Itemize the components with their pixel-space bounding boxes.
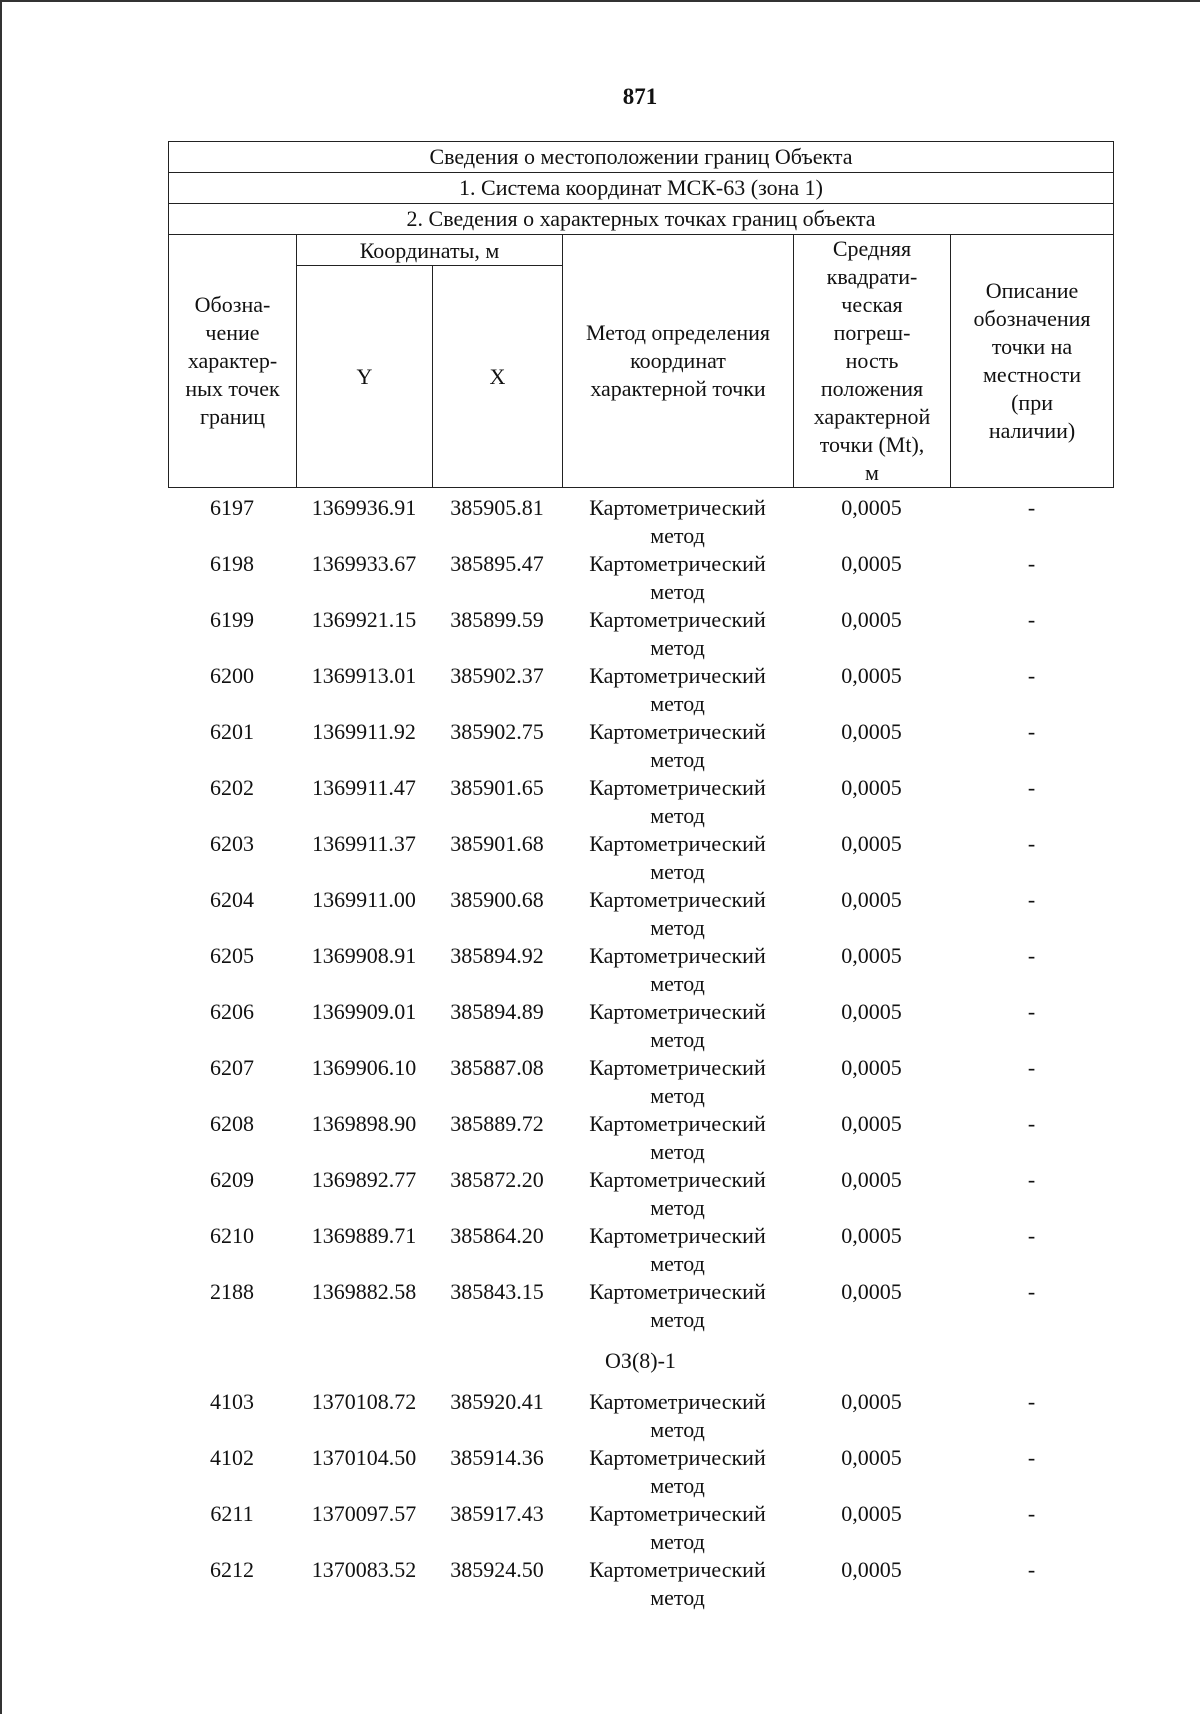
method-cell: Картометрический метод	[589, 551, 766, 604]
description-cell: -	[1027, 1389, 1036, 1414]
table-row	[168, 830, 1113, 886]
coord-x-cell: 385894.92	[450, 943, 544, 968]
point-id-cell: 6210	[210, 1223, 254, 1248]
method-cell: Картометрический метод	[589, 1557, 766, 1610]
table-row	[168, 662, 1113, 718]
method-cell: Картометрический метод	[589, 999, 766, 1052]
method-cell: Картометрический метод	[589, 1501, 766, 1554]
header-y: Y	[297, 266, 433, 488]
description-cell: -	[1027, 1223, 1036, 1248]
method-cell: Картометрический метод	[589, 495, 766, 548]
table-row	[168, 942, 1113, 998]
error-cell: 0,0005	[841, 495, 902, 520]
description-cell: -	[1027, 551, 1036, 576]
coord-y-cell: 1369911.37	[312, 831, 416, 856]
coord-x-cell: 385900.68	[450, 887, 544, 912]
coord-x-cell: 385905.81	[450, 495, 544, 520]
coordinate-system: 1. Система координат МСК-63 (зона 1)	[169, 173, 1114, 204]
table-subtitle: 2. Сведения о характерных точках границ объекта	[169, 204, 1114, 235]
point-id-cell: 6204	[210, 887, 254, 912]
method-cell: Картометрический метод	[589, 831, 766, 884]
description-cell: -	[1027, 831, 1036, 856]
coord-x-cell: 385872.20	[450, 1167, 544, 1192]
method-cell: Картометрический метод	[589, 1055, 766, 1108]
coord-y-cell: 1370097.57	[311, 1501, 417, 1526]
point-id-cell: 6201	[210, 719, 254, 744]
header-error: Средняя квадрати- ческая погреш- ность положения характерной точки (Mt), м	[794, 235, 951, 488]
point-id-cell: 6203	[210, 831, 254, 856]
error-cell: 0,0005	[841, 1279, 902, 1304]
description-cell: -	[1027, 719, 1036, 744]
error-cell: 0,0005	[841, 1167, 902, 1192]
description-cell: -	[1027, 1557, 1036, 1582]
coord-x-cell: 385887.08	[450, 1055, 544, 1080]
method-cell: Картометрический метод	[589, 719, 766, 772]
point-id-cell: 6199	[210, 607, 254, 632]
coord-y-cell: 1369909.01	[311, 999, 417, 1024]
table-row	[168, 1278, 1113, 1334]
table-row	[168, 606, 1113, 662]
method-cell: Картометрический метод	[589, 1111, 766, 1164]
coord-x-cell: 385864.20	[450, 1223, 544, 1248]
point-id-cell: 2188	[210, 1279, 254, 1304]
point-id-cell: 6198	[210, 551, 254, 576]
table-row	[168, 1444, 1113, 1500]
coord-y-cell: 1370083.52	[311, 1557, 417, 1582]
coord-x-cell: 385901.68	[450, 831, 544, 856]
point-id-cell: 6197	[210, 495, 254, 520]
coord-y-cell: 1369913.01	[311, 663, 417, 688]
coord-x-cell: 385843.15	[450, 1279, 544, 1304]
error-cell: 0,0005	[841, 607, 902, 632]
table-row	[168, 718, 1113, 774]
point-id-cell: 6200	[210, 663, 254, 688]
section-row	[168, 1334, 1113, 1388]
description-cell: -	[1027, 495, 1036, 520]
table-title: Сведения о местоположении границ Объекта	[169, 142, 1114, 173]
error-cell: 0,0005	[841, 775, 902, 800]
error-cell: 0,0005	[841, 1055, 902, 1080]
description-cell: -	[1027, 607, 1036, 632]
coord-y-cell: 1369889.71	[311, 1223, 417, 1248]
method-cell: Картометрический метод	[589, 663, 766, 716]
coord-y-cell: 1369882.58	[311, 1279, 417, 1304]
coord-x-cell: 385914.36	[450, 1445, 544, 1470]
section-label: ОЗ(8)-1	[605, 1348, 676, 1373]
point-id-cell: 6208	[210, 1111, 254, 1136]
coord-x-cell: 385899.59	[450, 607, 544, 632]
error-cell: 0,0005	[841, 1501, 902, 1526]
coord-x-cell: 385920.41	[450, 1389, 544, 1414]
description-cell: -	[1027, 1279, 1036, 1304]
method-cell: Картометрический метод	[589, 775, 766, 828]
description-cell: -	[1027, 1055, 1036, 1080]
error-cell: 0,0005	[841, 551, 902, 576]
description-cell: -	[1027, 1501, 1036, 1526]
coord-y-cell: 1369933.67	[311, 551, 417, 576]
table-row	[168, 886, 1113, 942]
coord-x-cell: 385901.65	[450, 775, 544, 800]
error-cell: 0,0005	[841, 887, 902, 912]
table-row	[168, 1054, 1113, 1110]
error-cell: 0,0005	[841, 663, 902, 688]
coord-y-cell: 1369892.77	[311, 1167, 417, 1192]
table-row	[168, 998, 1113, 1054]
page-frame-left	[0, 0, 2, 1714]
table-row	[168, 1166, 1113, 1222]
point-id-cell: 4102	[210, 1445, 254, 1470]
description-cell: -	[1027, 775, 1036, 800]
error-cell: 0,0005	[841, 719, 902, 744]
error-cell: 0,0005	[841, 831, 902, 856]
coord-y-cell: 1370108.72	[311, 1389, 417, 1414]
description-cell: -	[1027, 1445, 1036, 1470]
header-description: Описание обозначения точки на местности (при наличии)	[951, 235, 1114, 488]
table-row	[168, 774, 1113, 830]
header-method: Метод определения координат характерной точки	[563, 235, 794, 488]
method-cell: Картометрический метод	[589, 943, 766, 996]
coord-y-cell: 1369911.47	[312, 775, 416, 800]
method-cell: Картометрический метод	[589, 1445, 766, 1498]
page-frame-top	[0, 0, 1200, 2]
table-header	[168, 141, 1114, 488]
table-row	[168, 1556, 1113, 1612]
coord-y-cell: 1370104.50	[311, 1445, 417, 1470]
page-number: 871	[622, 84, 658, 109]
table-row	[168, 1222, 1113, 1278]
method-cell: Картометрический метод	[589, 1167, 766, 1220]
coord-y-cell: 1369898.90	[311, 1111, 417, 1136]
point-id-cell: 6211	[210, 1501, 254, 1526]
coord-y-cell: 1369908.91	[311, 943, 417, 968]
coord-y-cell: 1369921.15	[311, 607, 417, 632]
error-cell: 0,0005	[841, 1111, 902, 1136]
error-cell: 0,0005	[841, 999, 902, 1024]
header-designation: Обозна- чение характер- ных точек границ	[169, 235, 297, 488]
point-id-cell: 6205	[210, 943, 254, 968]
coord-y-cell: 1369911.92	[312, 719, 416, 744]
table-row	[168, 1500, 1113, 1556]
coord-x-cell: 385917.43	[450, 1501, 544, 1526]
error-cell: 0,0005	[841, 1445, 902, 1470]
description-cell: -	[1027, 887, 1036, 912]
header-coordinates: Координаты, м	[297, 235, 563, 266]
method-cell: Картометрический метод	[589, 1279, 766, 1332]
method-cell: Картометрический метод	[589, 887, 766, 940]
coord-y-cell: 1369936.91	[311, 495, 417, 520]
method-cell: Картометрический метод	[589, 607, 766, 660]
error-cell: 0,0005	[841, 1389, 902, 1414]
coord-x-cell: 385902.75	[450, 719, 544, 744]
method-cell: Картометрический метод	[589, 1389, 766, 1442]
table-row	[168, 1388, 1113, 1444]
point-id-cell: 4103	[210, 1389, 254, 1414]
point-id-cell: 6212	[210, 1557, 254, 1582]
table-row	[168, 550, 1113, 606]
table-row	[168, 1110, 1113, 1166]
description-cell: -	[1027, 943, 1036, 968]
description-cell: -	[1027, 999, 1036, 1024]
coord-y-cell: 1369906.10	[311, 1055, 417, 1080]
coord-x-cell: 385902.37	[450, 663, 544, 688]
coord-y-cell: 1369911.00	[312, 887, 416, 912]
description-cell: -	[1027, 1167, 1036, 1192]
method-cell: Картометрический метод	[589, 1223, 766, 1276]
coord-x-cell: 385894.89	[450, 999, 544, 1024]
point-id-cell: 6206	[210, 999, 254, 1024]
point-id-cell: 6202	[210, 775, 254, 800]
header-x: X	[433, 266, 563, 488]
error-cell: 0,0005	[841, 1557, 902, 1582]
coord-x-cell: 385895.47	[450, 551, 544, 576]
error-cell: 0,0005	[841, 943, 902, 968]
point-id-cell: 6207	[210, 1055, 254, 1080]
description-cell: -	[1027, 1111, 1036, 1136]
coord-x-cell: 385889.72	[450, 1111, 544, 1136]
table-row	[168, 494, 1113, 550]
point-id-cell: 6209	[210, 1167, 254, 1192]
coordinates-table	[168, 494, 1113, 1612]
error-cell: 0,0005	[841, 1223, 902, 1248]
coord-x-cell: 385924.50	[450, 1557, 544, 1582]
description-cell: -	[1027, 663, 1036, 688]
